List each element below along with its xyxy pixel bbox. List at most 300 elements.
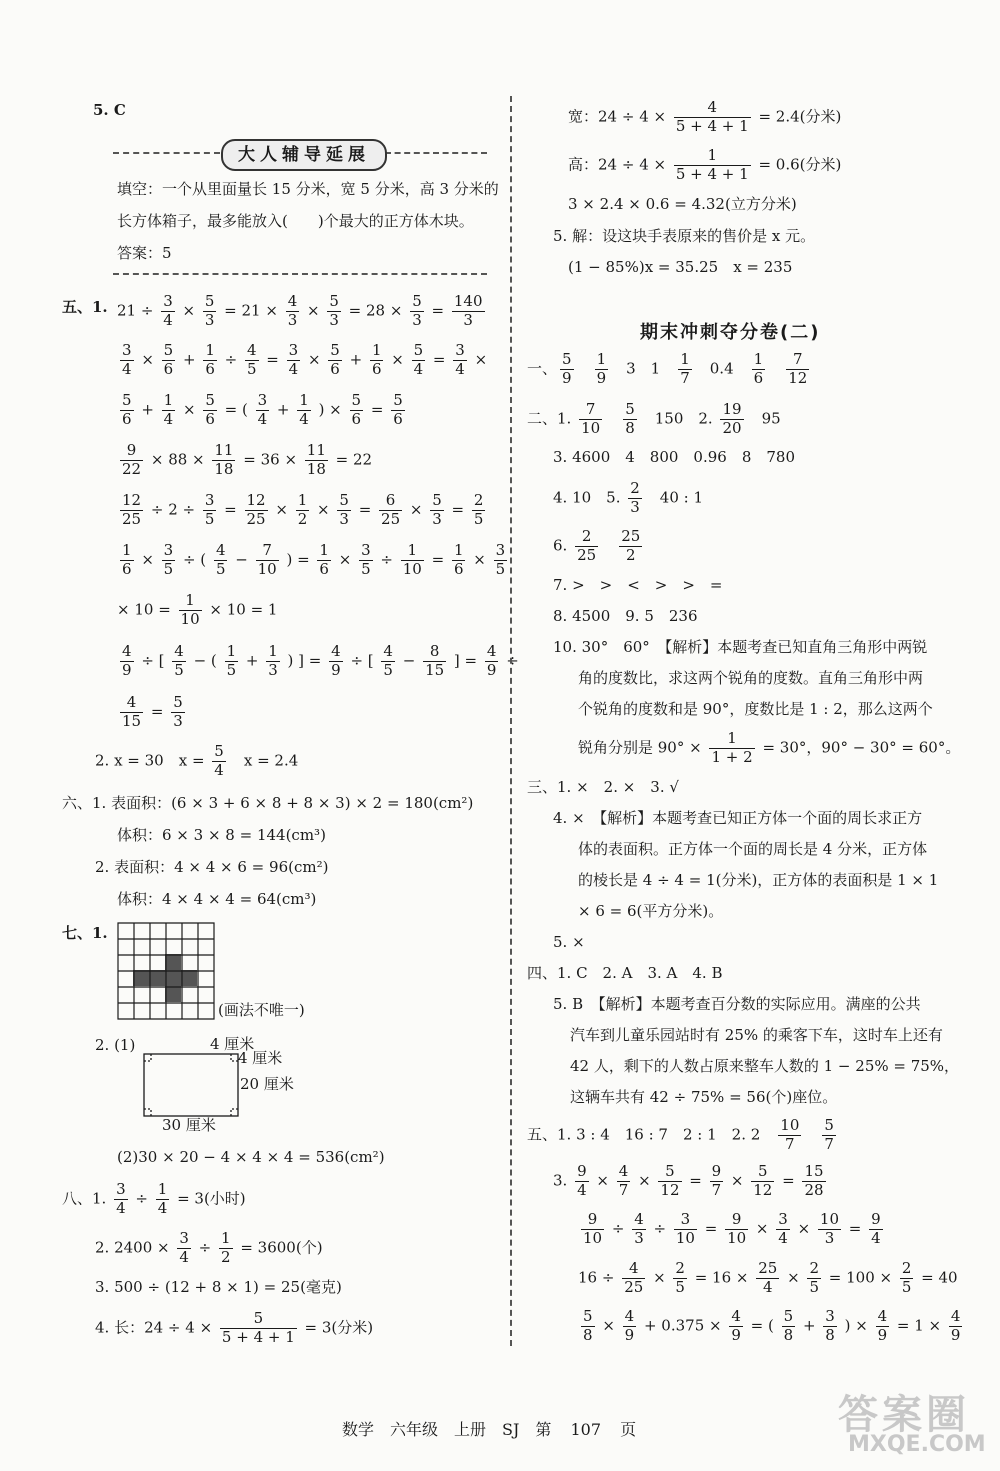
denominator: 6 bbox=[319, 559, 329, 578]
fraction bbox=[729, 1309, 743, 1344]
math-line bbox=[95, 744, 298, 779]
numerator: 3 bbox=[674, 1212, 697, 1230]
math-text: = 22 bbox=[330, 450, 373, 469]
denominator: 5 + 4 + 1 bbox=[221, 1327, 295, 1346]
math-text: 40 : 1 bbox=[644, 488, 704, 507]
math-text: 95 bbox=[746, 409, 781, 428]
fraction bbox=[673, 1261, 687, 1296]
math-text: 21 ÷ bbox=[117, 301, 159, 320]
numerator: 5 bbox=[205, 391, 215, 409]
numerator: 4 bbox=[634, 1210, 644, 1228]
numerator: 2 bbox=[901, 1259, 912, 1277]
numerator: 4 bbox=[174, 642, 184, 660]
numerator: 1 bbox=[299, 391, 309, 409]
fraction bbox=[350, 393, 364, 428]
denominator: 1 + 2 bbox=[711, 747, 753, 766]
denominator: 3 bbox=[204, 310, 215, 329]
math-line bbox=[553, 481, 703, 516]
rect-right-label-cut: 4 厘米 bbox=[238, 1049, 283, 1067]
fraction bbox=[782, 1309, 796, 1344]
math-text: × bbox=[270, 500, 293, 519]
fraction bbox=[156, 1182, 170, 1217]
numerator: 4 bbox=[331, 642, 341, 660]
numerator: 11 bbox=[306, 441, 326, 459]
math-text: 0.4 bbox=[694, 359, 749, 378]
column-divider bbox=[510, 96, 512, 1346]
fraction bbox=[329, 644, 343, 679]
denominator: 12 bbox=[788, 368, 808, 387]
fraction bbox=[203, 343, 217, 378]
fraction bbox=[359, 543, 373, 578]
fraction bbox=[379, 493, 402, 528]
denominator: 25 bbox=[246, 509, 266, 528]
numerator: 3 bbox=[825, 1307, 835, 1325]
fraction bbox=[752, 352, 766, 387]
section-7-q2: 2. (1) bbox=[95, 1036, 136, 1054]
math-text: ÷ bbox=[607, 1219, 630, 1238]
answer-5-c: 5. C bbox=[93, 101, 126, 119]
denominator: 4 bbox=[778, 1228, 788, 1247]
numerator: 3 bbox=[163, 292, 173, 310]
denominator: 5 bbox=[901, 1277, 912, 1296]
right-three-4-a: 4. × 【解析】本题考查已知正方体一个面的周长求正方 bbox=[553, 809, 923, 827]
math-text: 16 ÷ bbox=[578, 1268, 620, 1287]
fraction bbox=[161, 294, 175, 329]
fraction bbox=[317, 543, 331, 578]
numerator: 5 bbox=[163, 341, 174, 359]
fraction bbox=[485, 644, 499, 679]
watermark-logo: 答案圈 bbox=[838, 1392, 970, 1438]
denominator: 3 bbox=[630, 497, 640, 516]
denominator: 5 bbox=[495, 559, 506, 578]
right-line-q5: 5. 解：设这块手表原来的售价是 x 元。 bbox=[553, 227, 816, 245]
math-text: ÷ bbox=[501, 651, 519, 670]
math-text: ÷ bbox=[375, 550, 398, 569]
numerator: 4 bbox=[383, 642, 393, 660]
fraction bbox=[876, 1309, 890, 1344]
fraction bbox=[120, 343, 134, 378]
numerator: 6 bbox=[379, 493, 402, 511]
math-text: = 30°，90° − 30° = 60°。 bbox=[757, 738, 961, 757]
math-text: × bbox=[136, 350, 159, 369]
math-line bbox=[117, 443, 372, 478]
numerator: 25 bbox=[758, 1259, 778, 1277]
denominator: 4 bbox=[299, 409, 309, 428]
math-text: = bbox=[219, 500, 242, 519]
numerator: 4 bbox=[731, 1307, 741, 1325]
fraction bbox=[203, 294, 217, 329]
numerator: 4 bbox=[246, 341, 257, 359]
fraction bbox=[778, 1118, 801, 1153]
math-text: ÷ bbox=[219, 350, 242, 369]
numerator: 2 bbox=[630, 479, 640, 497]
numerator: 1 bbox=[226, 642, 237, 660]
denominator: 9 bbox=[486, 660, 497, 679]
numerator: 9 bbox=[577, 1162, 587, 1180]
math-text bbox=[605, 409, 620, 427]
denominator: 4 bbox=[257, 409, 268, 428]
fraction bbox=[286, 294, 300, 329]
math-text: = 3(小时) bbox=[172, 1189, 246, 1208]
right-two-10-c: 个锐角的度数和是 90°，度数比是 1 : 2，那么这两个 bbox=[578, 700, 933, 718]
fraction bbox=[619, 529, 642, 564]
fraction bbox=[337, 493, 351, 528]
right-two-10-b: 角的度数比，求这两个锐角的度数。直角三角形中两 bbox=[578, 669, 924, 687]
math-text bbox=[768, 359, 783, 377]
numerator: 4 bbox=[674, 100, 751, 118]
fraction bbox=[177, 1231, 191, 1266]
numerator: 9 bbox=[725, 1212, 748, 1230]
numerator: 19 bbox=[722, 400, 742, 418]
denominator: 8 bbox=[625, 418, 635, 437]
denominator: 12 bbox=[660, 1180, 680, 1199]
fraction bbox=[720, 402, 743, 437]
denominator: 2 bbox=[297, 509, 308, 528]
math-line bbox=[117, 294, 488, 329]
math-line bbox=[527, 402, 781, 437]
fraction bbox=[120, 493, 143, 528]
denominator: 4 bbox=[871, 1228, 881, 1247]
math-line bbox=[117, 343, 487, 378]
math-text: × 88 × bbox=[146, 450, 210, 469]
denominator: 25 bbox=[122, 509, 142, 528]
cube-net-grid bbox=[117, 922, 215, 1020]
numerator: 1 bbox=[753, 350, 764, 368]
fraction bbox=[410, 294, 424, 329]
fraction bbox=[212, 443, 235, 478]
denominator: 5 bbox=[215, 559, 226, 578]
numerator: 5 bbox=[122, 391, 132, 409]
numerator: 10 bbox=[780, 1116, 800, 1134]
fraction bbox=[678, 352, 692, 387]
math-text: × bbox=[136, 550, 159, 569]
fraction bbox=[560, 352, 574, 387]
denominator: 10 bbox=[581, 418, 601, 437]
drawing-note: (画法不唯一) bbox=[218, 1001, 305, 1019]
denominator: 8 bbox=[783, 1325, 794, 1344]
math-text: × 10 = bbox=[117, 600, 176, 619]
page-footer: 数学 六年级 上册 SJ 第 107 页 bbox=[342, 1420, 637, 1439]
denominator: 7 bbox=[824, 1134, 834, 1153]
denominator: 12 bbox=[753, 1180, 773, 1199]
fraction bbox=[256, 393, 270, 428]
fraction bbox=[172, 644, 186, 679]
math-text: × bbox=[792, 1219, 815, 1238]
denominator: 9 bbox=[596, 368, 607, 387]
fraction bbox=[296, 493, 310, 528]
fraction bbox=[581, 1309, 595, 1344]
right-four-5-b: 汽车到儿童乐园站时有 25% 的乘客下车，这时车上还有 bbox=[570, 1026, 943, 1044]
denominator: 4 bbox=[763, 1277, 773, 1296]
numerator: 4 bbox=[287, 292, 298, 310]
denominator: 3 bbox=[824, 1228, 835, 1247]
fraction bbox=[266, 644, 280, 679]
denominator: 5 bbox=[204, 509, 215, 528]
denominator: 3 bbox=[329, 310, 339, 329]
math-text: × bbox=[648, 1268, 671, 1287]
right-two-10-a: 10. 30° 60° 【解析】本题考查已知直角三角形中两锐 bbox=[553, 638, 928, 656]
denominator: 10 bbox=[257, 559, 277, 578]
numerator: 3 bbox=[495, 541, 506, 559]
math-text: × bbox=[591, 1171, 614, 1190]
denominator: 4 bbox=[455, 359, 465, 378]
numerator: 1 bbox=[453, 541, 464, 559]
right-four-5-c: 42 人，剩下的人数占原来整车人数的 1 − 25% = 75%， bbox=[570, 1057, 960, 1075]
watermark-url: MXQE.COM bbox=[848, 1432, 986, 1457]
math-line bbox=[117, 695, 188, 730]
math-text: = bbox=[777, 1171, 800, 1190]
fraction bbox=[632, 1212, 646, 1247]
fraction bbox=[623, 402, 637, 437]
numerator: 5 bbox=[751, 1164, 774, 1182]
math-text: 锐角分别是 90° × bbox=[578, 738, 707, 757]
fraction bbox=[120, 393, 134, 428]
math-text: = bbox=[428, 350, 451, 369]
denominator: 7 bbox=[680, 368, 690, 387]
math-text: × bbox=[178, 400, 201, 419]
denominator: 4 bbox=[214, 760, 224, 779]
numerator: 4 bbox=[215, 541, 226, 559]
numerator: 25 bbox=[621, 527, 641, 545]
denominator: 4 bbox=[122, 359, 132, 378]
fill-answer: 答案：5 bbox=[117, 244, 172, 262]
numerator: 7 bbox=[786, 352, 809, 370]
numerator: 9 bbox=[120, 443, 143, 461]
numerator: 8 bbox=[423, 644, 446, 662]
fraction bbox=[900, 1261, 914, 1296]
numerator: 4 bbox=[486, 642, 497, 660]
math-text: = bbox=[261, 350, 284, 369]
fraction bbox=[120, 695, 143, 730]
numerator: 5 bbox=[432, 491, 442, 509]
numerator: 4 bbox=[624, 1307, 635, 1325]
math-text: ÷ [ bbox=[136, 651, 170, 670]
fraction bbox=[658, 1164, 681, 1199]
denominator: 3 bbox=[268, 660, 278, 679]
numerator: 5 bbox=[339, 491, 349, 509]
fraction bbox=[412, 343, 426, 378]
math-text: = 3600(个) bbox=[235, 1238, 323, 1257]
fraction bbox=[179, 593, 202, 628]
denominator: 5 + 4 + 1 bbox=[675, 116, 749, 135]
math-text: ÷ 2 ÷ bbox=[146, 500, 200, 519]
numerator: 4 bbox=[618, 1162, 629, 1180]
math-text: + bbox=[272, 400, 295, 419]
denominator: 25 bbox=[624, 1277, 644, 1296]
section-6-line4: 体积：4 × 4 × 4 = 64(cm³) bbox=[117, 890, 317, 908]
fraction bbox=[617, 1164, 631, 1199]
section-6-line2: 体积：6 × 3 × 8 = 144(cm³) bbox=[117, 826, 326, 844]
fraction bbox=[725, 1212, 748, 1247]
math-text: 一、 bbox=[527, 359, 558, 378]
math-line bbox=[568, 100, 841, 135]
fraction bbox=[709, 731, 754, 766]
math-text: × bbox=[333, 550, 357, 569]
numerator: 1 bbox=[179, 593, 202, 611]
fraction bbox=[370, 343, 384, 378]
fraction bbox=[823, 1309, 837, 1344]
denominator: 5 + 4 + 1 bbox=[675, 164, 749, 183]
math-text: × bbox=[782, 1268, 805, 1287]
numerator: 5 bbox=[413, 341, 424, 359]
denominator: 9 bbox=[877, 1325, 888, 1344]
denominator: 10 bbox=[180, 609, 200, 628]
denominator: 4 bbox=[413, 359, 424, 378]
right-four-5-d: 这辆车共有 42 ÷ 75% = 56(个)座位。 bbox=[570, 1088, 838, 1106]
fraction bbox=[674, 1212, 697, 1247]
right-three-5: 5. × bbox=[553, 933, 585, 951]
numerator: 3 bbox=[163, 541, 174, 559]
math-text: ) × bbox=[313, 400, 347, 419]
math-text: = 3(分米) bbox=[299, 1318, 374, 1337]
numerator: 2 bbox=[809, 1259, 819, 1277]
numerator: 9 bbox=[871, 1210, 881, 1228]
math-text: = bbox=[146, 702, 169, 721]
numerator: 12 bbox=[122, 491, 142, 509]
math-text: ÷ [ bbox=[345, 651, 379, 670]
math-text: + 0.375 × bbox=[639, 1316, 727, 1335]
denominator: 9 bbox=[624, 1325, 635, 1344]
numerator: 15 bbox=[804, 1162, 824, 1180]
math-text: = 100 × bbox=[824, 1268, 897, 1287]
math-text bbox=[804, 1125, 819, 1143]
numerator: 1 bbox=[297, 491, 308, 509]
math-text: = ( bbox=[219, 400, 253, 419]
numerator: 3 bbox=[116, 1180, 126, 1198]
fraction bbox=[114, 1182, 128, 1217]
page-heading: 期末冲刺夺分卷(二) bbox=[640, 322, 821, 343]
math-text: 3. bbox=[553, 1171, 573, 1190]
denominator: 6 bbox=[393, 409, 403, 428]
denominator: 10 bbox=[727, 1228, 747, 1247]
math-text: = ( bbox=[745, 1316, 779, 1335]
denominator: 7 bbox=[618, 1180, 629, 1199]
denominator: 7 bbox=[785, 1134, 795, 1153]
fraction bbox=[162, 343, 176, 378]
numerator: 1 bbox=[401, 543, 424, 561]
fraction bbox=[751, 1164, 774, 1199]
fraction bbox=[452, 294, 485, 329]
math-text: = 21 × bbox=[219, 301, 283, 320]
fraction bbox=[776, 1212, 790, 1247]
denominator: 3 bbox=[634, 1228, 644, 1247]
fraction bbox=[807, 1261, 821, 1296]
math-text: + bbox=[344, 350, 367, 369]
denominator: 4 bbox=[116, 1198, 126, 1217]
math-text: + bbox=[178, 350, 201, 369]
numerator: 1 bbox=[157, 1180, 168, 1198]
math-text: × bbox=[633, 1171, 656, 1190]
math-text: ) × bbox=[839, 1316, 873, 1335]
denominator: 9 bbox=[562, 368, 572, 387]
right-line-equation: (1 − 85%)x = 35.25 x = 235 bbox=[568, 258, 793, 276]
math-text bbox=[577, 359, 592, 377]
fraction bbox=[472, 493, 486, 528]
math-text: × bbox=[177, 301, 200, 320]
math-line bbox=[578, 1212, 886, 1247]
math-text: x = 2.4 bbox=[228, 751, 299, 770]
numerator: 5 bbox=[393, 391, 403, 409]
denominator: 2 bbox=[625, 545, 636, 564]
denominator: 25 bbox=[577, 545, 597, 564]
numerator: 9 bbox=[711, 1162, 722, 1180]
math-text: ] = bbox=[449, 651, 482, 670]
fraction bbox=[214, 543, 228, 578]
math-text: = 28 × bbox=[343, 301, 408, 320]
fraction bbox=[256, 543, 279, 578]
denominator: 5 bbox=[675, 1277, 685, 1296]
section-7-q2b: (2)30 × 20 − 4 × 4 × 4 = 536(cm²) bbox=[117, 1148, 385, 1166]
fraction bbox=[225, 644, 239, 679]
math-text: = bbox=[844, 1219, 867, 1238]
numerator: 1 bbox=[319, 541, 329, 559]
math-text: = bbox=[366, 400, 389, 419]
denominator: 6 bbox=[122, 559, 132, 578]
fraction bbox=[822, 1118, 836, 1153]
denominator: 6 bbox=[453, 559, 464, 578]
denominator: 28 bbox=[804, 1180, 824, 1199]
math-text: = 36 × bbox=[238, 450, 302, 469]
numerator: 9 bbox=[581, 1212, 604, 1230]
math-line bbox=[117, 593, 277, 628]
fraction bbox=[162, 543, 176, 578]
numerator: 5 bbox=[412, 292, 422, 310]
right-line-volume: 3 × 2.4 × 0.6 = 4.32(立方分米) bbox=[568, 195, 797, 213]
math-text: 二、1. bbox=[527, 409, 577, 428]
fraction bbox=[623, 1309, 637, 1344]
numerator: 3 bbox=[778, 1210, 788, 1228]
fraction bbox=[327, 294, 341, 329]
fill-question-line2: 长方体箱子，最多能放入( )个最大的正方体木块。 bbox=[117, 212, 474, 230]
banner-dash-right bbox=[385, 152, 487, 154]
denominator: 6 bbox=[205, 409, 215, 428]
fraction bbox=[219, 1231, 233, 1266]
fraction bbox=[869, 1212, 883, 1247]
math-text: × bbox=[751, 1219, 774, 1238]
math-text: + bbox=[136, 400, 159, 419]
denominator: 25 bbox=[381, 509, 401, 528]
fill-question-line1: 填空：一个从里面量长 15 分米，宽 5 分米，高 3 分米的 bbox=[117, 180, 499, 198]
math-text: = bbox=[426, 301, 449, 320]
denominator: 18 bbox=[306, 459, 326, 478]
numerator: 2 bbox=[473, 491, 484, 509]
numerator: 2 bbox=[575, 529, 598, 547]
denominator: 6 bbox=[351, 409, 362, 428]
fraction bbox=[579, 402, 602, 437]
math-text: 高：24 ÷ 4 × bbox=[568, 155, 671, 174]
denominator: 6 bbox=[205, 359, 215, 378]
math-text: 150 2. bbox=[639, 409, 718, 428]
denominator: 5 bbox=[361, 559, 371, 578]
fraction bbox=[245, 343, 259, 378]
numerator: 3 bbox=[288, 341, 299, 359]
section-separator bbox=[113, 273, 487, 275]
math-line bbox=[117, 644, 519, 679]
denominator: 9 bbox=[950, 1325, 961, 1344]
math-text: ÷ ( bbox=[178, 550, 211, 569]
numerator: 7 bbox=[256, 543, 279, 561]
fraction bbox=[203, 393, 217, 428]
math-text: × bbox=[726, 1171, 749, 1190]
right-three-4-b: 体的表面积。正方体一个面的周长是 4 分米，正方体 bbox=[578, 840, 928, 858]
math-text: × bbox=[405, 500, 428, 519]
fraction bbox=[120, 543, 134, 578]
numerator: 5 bbox=[220, 1311, 297, 1329]
math-text: × bbox=[469, 350, 488, 369]
numerator: 4 bbox=[877, 1307, 888, 1325]
fraction bbox=[220, 1311, 297, 1346]
math-text: 八、1. bbox=[62, 1189, 112, 1208]
